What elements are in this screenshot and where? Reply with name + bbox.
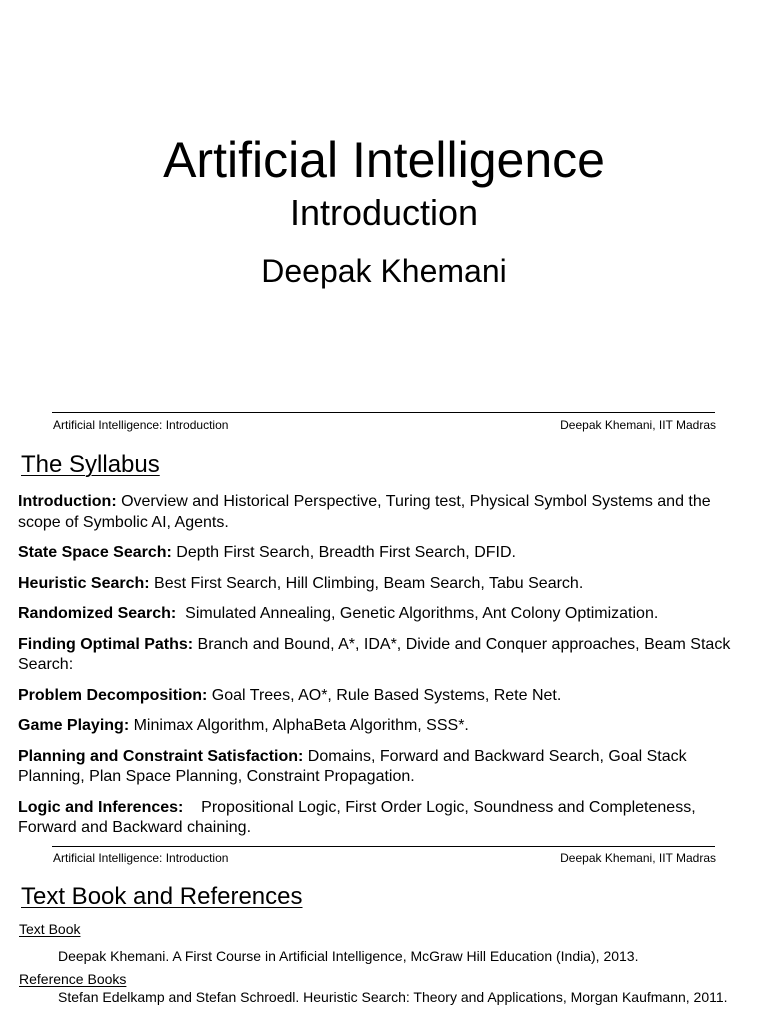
syllabus-topic-detail: Domains, Forward and Backward Search, Goal Stack Planning, Plan Space Planning, Constraint Propagation. xyxy=(18,747,692,785)
textbook-citation: Deepak Khemani. A First Course in Artificial Intelligence, McGraw Hill Education (India), 2013. xyxy=(58,948,639,964)
syllabus-topic: Heuristic Search: xyxy=(18,574,150,592)
syllabus-topic-detail: Goal Trees, AO*, Rule Based Systems, Rete Net. xyxy=(207,686,562,704)
syllabus-topic: Finding Optimal Paths: xyxy=(18,635,194,653)
syllabus-topic-detail: Simulated Annealing, Genetic Algorithms, Ant Colony Optimization. xyxy=(176,605,659,622)
footer-author: Deepak Khemani, IIT Madras xyxy=(560,851,716,865)
reference-books-label: Reference Books xyxy=(19,971,127,987)
footer-divider xyxy=(52,412,715,413)
syllabus-item xyxy=(18,686,748,707)
syllabus-item xyxy=(18,543,748,564)
slide-title: Artificial Intelligence xyxy=(163,132,605,188)
footer-divider xyxy=(52,846,715,847)
references-section xyxy=(19,920,749,1006)
syllabus-item xyxy=(18,635,748,676)
syllabus-topic-detail: Best First Search, Hill Climbing, Beam Search, Tabu Search. xyxy=(149,574,584,592)
syllabus-topic: Game Playing: xyxy=(18,717,130,734)
syllabus-item xyxy=(18,574,748,595)
syllabus-topic-detail: Minimax Algorithm, AlphaBeta Algorithm, SSS*. xyxy=(129,717,469,734)
syllabus-topic-detail: Branch and Bound, A*, IDA*, Divide and Conquer approaches, Beam Stack Search: xyxy=(18,635,735,673)
syllabus-topic: State Space Search: xyxy=(18,544,172,561)
syllabus-topic: Logic and Inferences: xyxy=(18,798,184,816)
footer-course-title: Artificial Intelligence: Introduction xyxy=(53,851,229,865)
slide-subtitle: Introduction xyxy=(289,192,479,233)
reference-citation: Stefan Edelkamp and Stefan Schroedl. Heuristic Search: Theory and Applications, Morgan Kaufmann, 2011. xyxy=(58,989,728,1005)
textbook-label: Text Book xyxy=(19,921,81,937)
syllabus-heading: The Syllabus xyxy=(21,451,160,478)
syllabus-topic: Planning and Constraint Satisfaction: xyxy=(18,747,304,765)
syllabus-item xyxy=(18,798,748,839)
syllabus-topic-detail: Propositional Logic, First Order Logic, Soundness and Completeness, Forward and Backward chaining. xyxy=(18,798,701,836)
syllabus-list xyxy=(18,492,748,849)
syllabus-item xyxy=(18,492,748,533)
footer-course-title: Artificial Intelligence: Introduction xyxy=(53,418,229,432)
syllabus-item xyxy=(18,747,748,788)
slide-author: Deepak Khemani xyxy=(261,253,507,289)
syllabus-topic: Introduction: xyxy=(18,493,117,510)
syllabus-topic: Randomized Search: xyxy=(18,605,177,622)
syllabus-topic: Problem Decomposition: xyxy=(18,686,208,704)
syllabus-item xyxy=(18,716,748,737)
syllabus-item xyxy=(18,604,748,625)
syllabus-topic-detail: Overview and Historical Perspective, Turing test, Physical Symbol Systems and the scope of Symbolic AI, Agents. xyxy=(18,493,716,531)
syllabus-topic-detail: Depth First Search, Breadth First Search, DFID. xyxy=(171,544,516,561)
references-heading: Text Book and References xyxy=(21,883,303,910)
footer-author: Deepak Khemani, IIT Madras xyxy=(560,418,716,432)
